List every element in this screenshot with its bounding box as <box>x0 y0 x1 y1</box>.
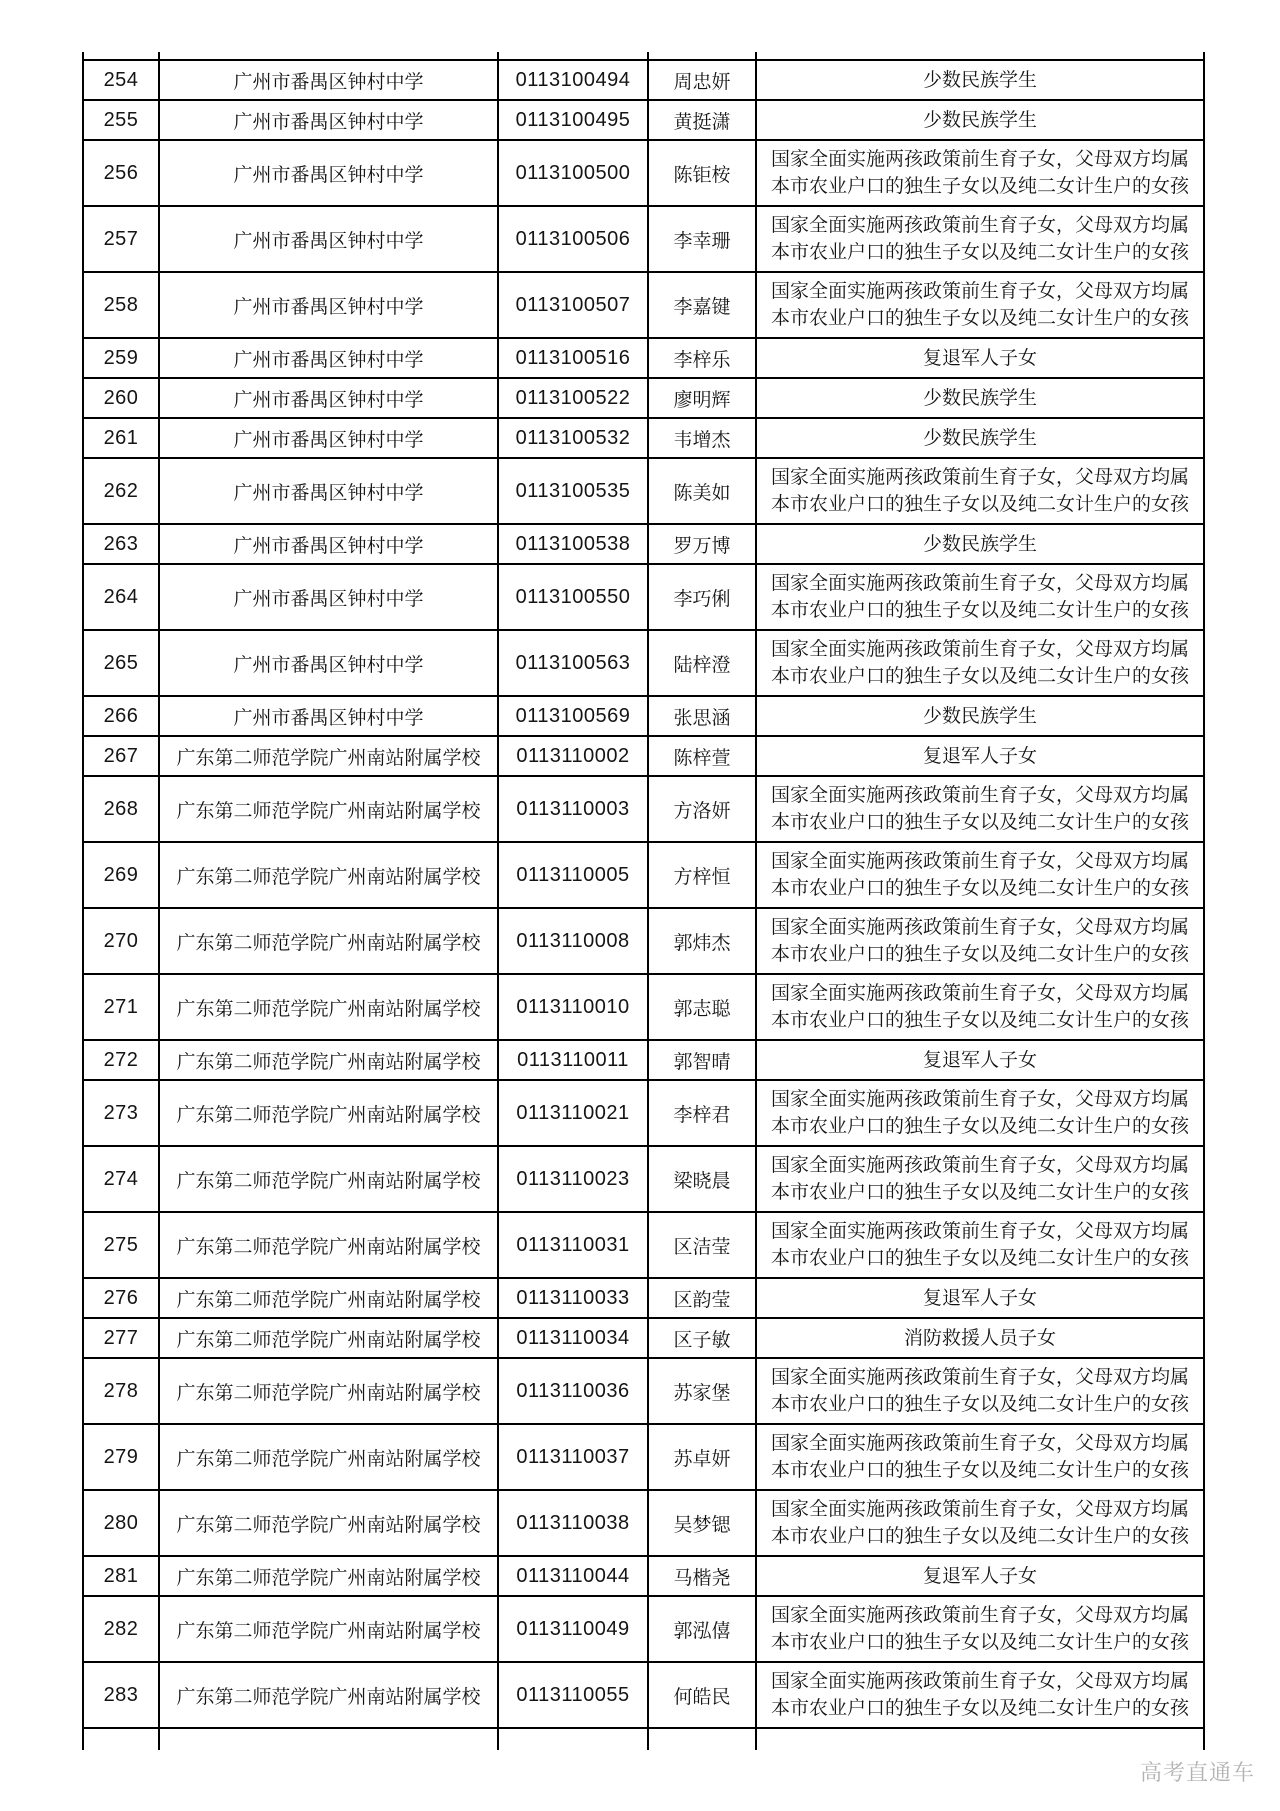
cell-school-name: 广东第二师范学院广州南站附属学校 <box>159 1490 498 1556</box>
cell-row-number: 278 <box>83 1358 159 1424</box>
table-row <box>83 1278 1204 1318</box>
cell-row-number: 269 <box>83 842 159 908</box>
cell-category: 国家全面实施两孩政策前生育子女，父母双方均属本市农业户口的独生子女以及纯二女计生户的女孩 <box>756 1212 1204 1278</box>
cell-student-name: 李嘉键 <box>648 272 756 338</box>
cutoff-cell <box>648 1728 756 1750</box>
cell-student-name: 罗万博 <box>648 524 756 564</box>
cell-row-number: 256 <box>83 140 159 206</box>
cell-category: 少数民族学生 <box>756 378 1204 418</box>
cell-row-number: 276 <box>83 1278 159 1318</box>
cell-exam-id: 0113100550 <box>498 564 648 630</box>
cell-student-name: 郭泓僖 <box>648 1596 756 1662</box>
stub-cell <box>83 52 159 60</box>
cell-category: 少数民族学生 <box>756 100 1204 140</box>
cell-row-number: 270 <box>83 908 159 974</box>
stub-cell <box>498 52 648 60</box>
cutoff-row <box>83 1728 1204 1750</box>
cell-row-number: 262 <box>83 458 159 524</box>
cell-student-name: 区子敏 <box>648 1318 756 1358</box>
cell-category: 国家全面实施两孩政策前生育子女，父母双方均属本市农业户口的独生子女以及纯二女计生户的女孩 <box>756 630 1204 696</box>
cell-student-name: 陈美如 <box>648 458 756 524</box>
cell-exam-id: 0113110038 <box>498 1490 648 1556</box>
cell-row-number: 257 <box>83 206 159 272</box>
cell-category: 国家全面实施两孩政策前生育子女，父母双方均属本市农业户口的独生子女以及纯二女计生户的女孩 <box>756 1146 1204 1212</box>
cell-category: 国家全面实施两孩政策前生育子女，父母双方均属本市农业户口的独生子女以及纯二女计生户的女孩 <box>756 206 1204 272</box>
cell-student-name: 方洛妍 <box>648 776 756 842</box>
cutoff-cell <box>756 1728 1204 1750</box>
cell-row-number: 264 <box>83 564 159 630</box>
table-body <box>83 52 1204 1750</box>
stub-cell <box>648 52 756 60</box>
cell-category: 国家全面实施两孩政策前生育子女，父母双方均属本市农业户口的独生子女以及纯二女计生户的女孩 <box>756 564 1204 630</box>
cell-row-number: 273 <box>83 1080 159 1146</box>
cell-category: 国家全面实施两孩政策前生育子女，父母双方均属本市农业户口的独生子女以及纯二女计生户的女孩 <box>756 1424 1204 1490</box>
cell-student-name: 何皓民 <box>648 1662 756 1728</box>
cutoff-cell <box>159 1728 498 1750</box>
table-row <box>83 524 1204 564</box>
cell-exam-id: 0113110010 <box>498 974 648 1040</box>
cell-exam-id: 0113110005 <box>498 842 648 908</box>
cell-category: 国家全面实施两孩政策前生育子女，父母双方均属本市农业户口的独生子女以及纯二女计生户的女孩 <box>756 458 1204 524</box>
cutoff-cell <box>498 1728 648 1750</box>
cell-school-name: 广东第二师范学院广州南站附属学校 <box>159 776 498 842</box>
table-row <box>83 1318 1204 1358</box>
cell-row-number: 259 <box>83 338 159 378</box>
cell-school-name: 广东第二师范学院广州南站附属学校 <box>159 1318 498 1358</box>
cell-school-name: 广东第二师范学院广州南站附属学校 <box>159 1662 498 1728</box>
cell-category: 复退军人子女 <box>756 736 1204 776</box>
table-row <box>83 100 1204 140</box>
table-row <box>83 1040 1204 1080</box>
cell-school-name: 广州市番禺区钟村中学 <box>159 100 498 140</box>
cell-student-name: 郭志聪 <box>648 974 756 1040</box>
cell-category: 少数民族学生 <box>756 524 1204 564</box>
cell-exam-id: 0113110008 <box>498 908 648 974</box>
cell-student-name: 吴梦锶 <box>648 1490 756 1556</box>
cell-school-name: 广东第二师范学院广州南站附属学校 <box>159 1424 498 1490</box>
table-row <box>83 696 1204 736</box>
table-row <box>83 1146 1204 1212</box>
cell-student-name: 李巧俐 <box>648 564 756 630</box>
cell-row-number: 267 <box>83 736 159 776</box>
cell-school-name: 广州市番禺区钟村中学 <box>159 418 498 458</box>
table-row <box>83 1596 1204 1662</box>
table-row <box>83 736 1204 776</box>
cell-exam-id: 0113110031 <box>498 1212 648 1278</box>
table-row <box>83 1490 1204 1556</box>
cell-row-number: 275 <box>83 1212 159 1278</box>
cell-school-name: 广东第二师范学院广州南站附属学校 <box>159 842 498 908</box>
cell-school-name: 广东第二师范学院广州南站附属学校 <box>159 1596 498 1662</box>
cell-school-name: 广州市番禺区钟村中学 <box>159 524 498 564</box>
cell-row-number: 265 <box>83 630 159 696</box>
cell-student-name: 郭炜杰 <box>648 908 756 974</box>
table-row <box>83 842 1204 908</box>
cell-student-name: 陆梓澄 <box>648 630 756 696</box>
cell-category: 国家全面实施两孩政策前生育子女，父母双方均属本市农业户口的独生子女以及纯二女计生户的女孩 <box>756 842 1204 908</box>
cell-school-name: 广州市番禺区钟村中学 <box>159 564 498 630</box>
cell-category: 复退军人子女 <box>756 1278 1204 1318</box>
cell-student-name: 韦增杰 <box>648 418 756 458</box>
table-row <box>83 1662 1204 1728</box>
table-row <box>83 418 1204 458</box>
cell-category: 国家全面实施两孩政策前生育子女，父母双方均属本市农业户口的独生子女以及纯二女计生户的女孩 <box>756 776 1204 842</box>
cell-category: 消防救援人员子女 <box>756 1318 1204 1358</box>
cell-student-name: 陈钜桉 <box>648 140 756 206</box>
cell-category: 复退军人子女 <box>756 338 1204 378</box>
watermark-text: 高考直通车 <box>1140 1760 1256 1785</box>
cell-student-name: 区洁莹 <box>648 1212 756 1278</box>
cell-category: 国家全面实施两孩政策前生育子女，父母双方均属本市农业户口的独生子女以及纯二女计生户的女孩 <box>756 272 1204 338</box>
cell-school-name: 广州市番禺区钟村中学 <box>159 140 498 206</box>
cell-exam-id: 0113100516 <box>498 338 648 378</box>
table-row <box>83 338 1204 378</box>
cell-school-name: 广州市番禺区钟村中学 <box>159 630 498 696</box>
cell-exam-id: 0113110011 <box>498 1040 648 1080</box>
cell-school-name: 广东第二师范学院广州南站附属学校 <box>159 908 498 974</box>
admission-list-table <box>82 52 1205 1750</box>
cell-school-name: 广州市番禺区钟村中学 <box>159 60 498 100</box>
cell-exam-id: 0113100532 <box>498 418 648 458</box>
cell-row-number: 277 <box>83 1318 159 1358</box>
cell-exam-id: 0113100506 <box>498 206 648 272</box>
cell-category: 国家全面实施两孩政策前生育子女，父母双方均属本市农业户口的独生子女以及纯二女计生户的女孩 <box>756 974 1204 1040</box>
cell-exam-id: 0113100500 <box>498 140 648 206</box>
cell-school-name: 广东第二师范学院广州南站附属学校 <box>159 736 498 776</box>
cell-row-number: 268 <box>83 776 159 842</box>
cell-exam-id: 0113110002 <box>498 736 648 776</box>
cell-exam-id: 0113110021 <box>498 1080 648 1146</box>
cell-category: 少数民族学生 <box>756 418 1204 458</box>
cell-exam-id: 0113100538 <box>498 524 648 564</box>
cell-row-number: 261 <box>83 418 159 458</box>
table-row <box>83 60 1204 100</box>
table-row <box>83 1212 1204 1278</box>
cell-category: 国家全面实施两孩政策前生育子女，父母双方均属本市农业户口的独生子女以及纯二女计生户的女孩 <box>756 1662 1204 1728</box>
cell-row-number: 279 <box>83 1424 159 1490</box>
cell-row-number: 274 <box>83 1146 159 1212</box>
cell-exam-id: 0113100495 <box>498 100 648 140</box>
cell-category: 少数民族学生 <box>756 60 1204 100</box>
cell-category: 国家全面实施两孩政策前生育子女，父母双方均属本市农业户口的独生子女以及纯二女计生户的女孩 <box>756 1490 1204 1556</box>
cell-category: 复退军人子女 <box>756 1040 1204 1080</box>
cell-row-number: 281 <box>83 1556 159 1596</box>
table-row <box>83 564 1204 630</box>
table-row <box>83 1556 1204 1596</box>
cell-exam-id: 0113110003 <box>498 776 648 842</box>
cell-student-name: 李梓乐 <box>648 338 756 378</box>
cell-row-number: 258 <box>83 272 159 338</box>
cell-school-name: 广东第二师范学院广州南站附属学校 <box>159 1146 498 1212</box>
cell-exam-id: 0113110037 <box>498 1424 648 1490</box>
cell-student-name: 郭智晴 <box>648 1040 756 1080</box>
cell-category: 国家全面实施两孩政策前生育子女，父母双方均属本市农业户口的独生子女以及纯二女计生户的女孩 <box>756 1596 1204 1662</box>
cell-student-name: 苏卓妍 <box>648 1424 756 1490</box>
cell-exam-id: 0113100535 <box>498 458 648 524</box>
cell-exam-id: 0113100563 <box>498 630 648 696</box>
cell-category: 复退军人子女 <box>756 1556 1204 1596</box>
cell-school-name: 广东第二师范学院广州南站附属学校 <box>159 1040 498 1080</box>
cell-row-number: 271 <box>83 974 159 1040</box>
cell-exam-id: 0113100507 <box>498 272 648 338</box>
table-row <box>83 206 1204 272</box>
cell-exam-id: 0113100494 <box>498 60 648 100</box>
table-row <box>83 1080 1204 1146</box>
cell-student-name: 李幸珊 <box>648 206 756 272</box>
cell-exam-id: 0113100569 <box>498 696 648 736</box>
cell-exam-id: 0113110023 <box>498 1146 648 1212</box>
cell-exam-id: 0113100522 <box>498 378 648 418</box>
cell-school-name: 广东第二师范学院广州南站附属学校 <box>159 974 498 1040</box>
cell-school-name: 广州市番禺区钟村中学 <box>159 206 498 272</box>
cell-school-name: 广州市番禺区钟村中学 <box>159 272 498 338</box>
cell-category: 少数民族学生 <box>756 696 1204 736</box>
cell-exam-id: 0113110044 <box>498 1556 648 1596</box>
cell-student-name: 周忠妍 <box>648 60 756 100</box>
cell-exam-id: 0113110036 <box>498 1358 648 1424</box>
cutoff-cell <box>83 1728 159 1750</box>
table-row <box>83 974 1204 1040</box>
cell-student-name: 梁晓晨 <box>648 1146 756 1212</box>
cell-student-name: 张思涵 <box>648 696 756 736</box>
cell-row-number: 266 <box>83 696 159 736</box>
previous-page-row-stub <box>83 52 1204 60</box>
cell-school-name: 广州市番禺区钟村中学 <box>159 696 498 736</box>
cell-category: 国家全面实施两孩政策前生育子女，父母双方均属本市农业户口的独生子女以及纯二女计生户的女孩 <box>756 140 1204 206</box>
table-row <box>83 1424 1204 1490</box>
cell-school-name: 广东第二师范学院广州南站附属学校 <box>159 1212 498 1278</box>
cell-school-name: 广州市番禺区钟村中学 <box>159 378 498 418</box>
cell-row-number: 254 <box>83 60 159 100</box>
cell-student-name: 李梓君 <box>648 1080 756 1146</box>
cell-school-name: 广东第二师范学院广州南站附属学校 <box>159 1278 498 1318</box>
cell-row-number: 263 <box>83 524 159 564</box>
table-row <box>83 140 1204 206</box>
cell-row-number: 272 <box>83 1040 159 1080</box>
cell-student-name: 马楷尧 <box>648 1556 756 1596</box>
cell-row-number: 260 <box>83 378 159 418</box>
cell-school-name: 广东第二师范学院广州南站附属学校 <box>159 1358 498 1424</box>
cell-school-name: 广东第二师范学院广州南站附属学校 <box>159 1556 498 1596</box>
cell-student-name: 黄挺潇 <box>648 100 756 140</box>
cell-student-name: 方梓恒 <box>648 842 756 908</box>
stub-cell <box>159 52 498 60</box>
cell-exam-id: 0113110034 <box>498 1318 648 1358</box>
cell-category: 国家全面实施两孩政策前生育子女，父母双方均属本市农业户口的独生子女以及纯二女计生户的女孩 <box>756 1358 1204 1424</box>
cell-student-name: 苏家堡 <box>648 1358 756 1424</box>
cell-row-number: 255 <box>83 100 159 140</box>
cell-exam-id: 0113110055 <box>498 1662 648 1728</box>
table-row <box>83 458 1204 524</box>
cell-row-number: 280 <box>83 1490 159 1556</box>
cell-school-name: 广州市番禺区钟村中学 <box>159 458 498 524</box>
table-row <box>83 1358 1204 1424</box>
cell-row-number: 282 <box>83 1596 159 1662</box>
cell-student-name: 陈梓萱 <box>648 736 756 776</box>
cell-school-name: 广东第二师范学院广州南站附属学校 <box>159 1080 498 1146</box>
table-row <box>83 776 1204 842</box>
cell-exam-id: 0113110033 <box>498 1278 648 1318</box>
cell-student-name: 廖明辉 <box>648 378 756 418</box>
table-row <box>83 908 1204 974</box>
cell-exam-id: 0113110049 <box>498 1596 648 1662</box>
cell-category: 国家全面实施两孩政策前生育子女，父母双方均属本市农业户口的独生子女以及纯二女计生户的女孩 <box>756 1080 1204 1146</box>
table-row <box>83 630 1204 696</box>
table-row <box>83 378 1204 418</box>
cell-category: 国家全面实施两孩政策前生育子女，父母双方均属本市农业户口的独生子女以及纯二女计生户的女孩 <box>756 908 1204 974</box>
cell-student-name: 区韵莹 <box>648 1278 756 1318</box>
stub-cell <box>756 52 1204 60</box>
table-row <box>83 272 1204 338</box>
cell-row-number: 283 <box>83 1662 159 1728</box>
cell-school-name: 广州市番禺区钟村中学 <box>159 338 498 378</box>
